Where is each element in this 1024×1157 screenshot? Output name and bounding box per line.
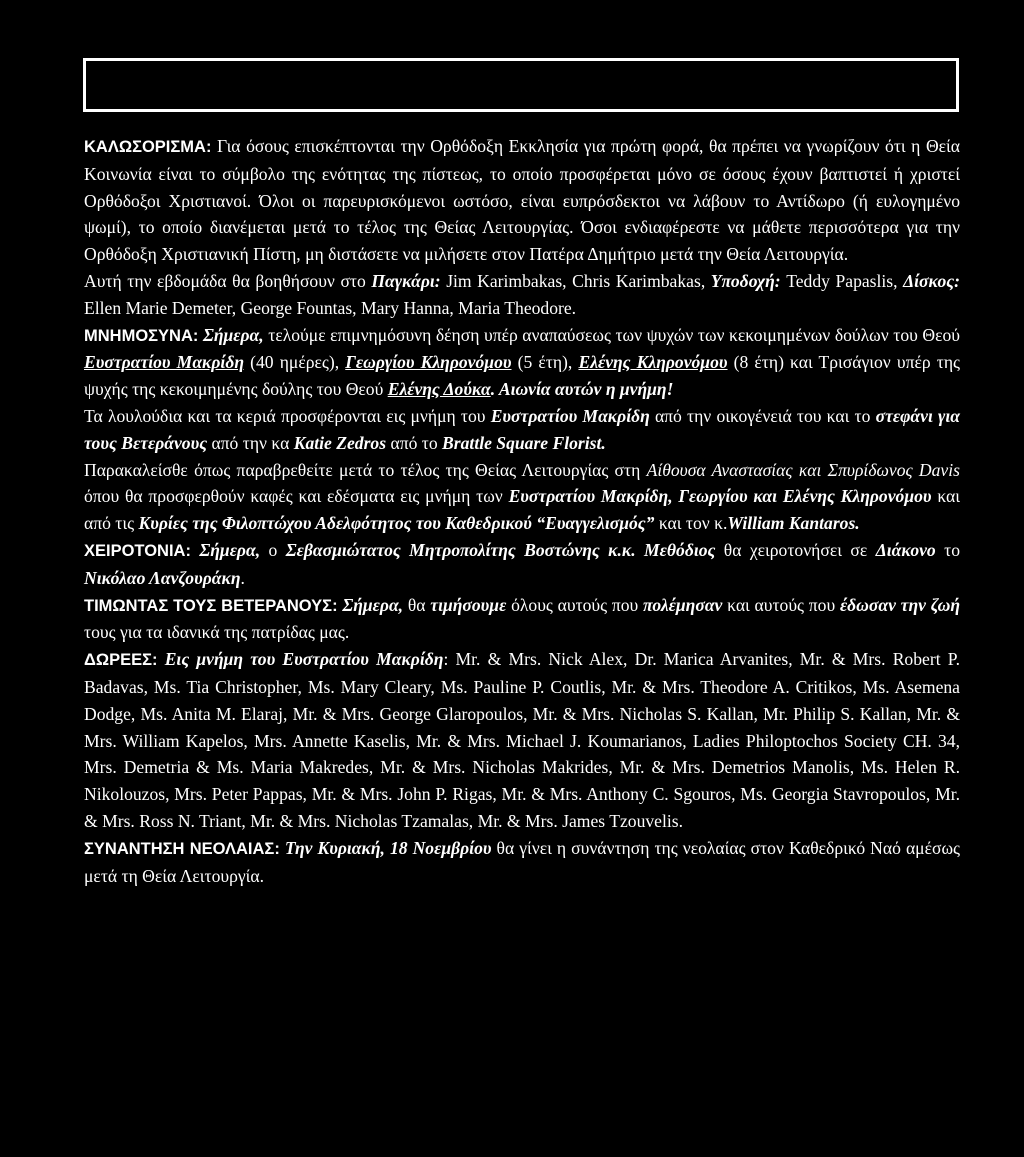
coffee-text-4: και τον κ. — [654, 513, 728, 534]
pangari-names: Jim Karimbakas, Chris Karimbakas, — [440, 270, 711, 291]
memorial-name-4: Ελένης Δούκα — [387, 379, 491, 400]
ordination-bold-3: Διάκονο — [875, 539, 936, 560]
veterans-bold-4: έδωσαν την ζωή — [839, 594, 960, 615]
coffee-bold-2: Κυρίες της Φιλοπτώχου Αδελφότητος του Καθεδρικού “Ευαγγελισμός” — [138, 513, 655, 534]
coffee-hall: Αίθουσα Αναστασίας και Σπυρίδωνος Davis — [646, 459, 960, 480]
flowers-text-4: από το — [386, 432, 443, 453]
helpers-intro: Αυτή την εβδομάδα θα βοηθήσουν στο — [84, 270, 372, 291]
memorials-heading: ΜΝΗΜΟΣΥΝΑ: — [84, 326, 199, 345]
ordination-text-3: το — [935, 539, 961, 560]
youth-bold-1: Την Κυριακή, 18 Νοεμβρίου — [279, 837, 492, 858]
flowers-bold-2: στεφάνι για τους Βετεράνους — [84, 405, 960, 453]
flowers-text-2: από την οικογένειά του και το — [649, 405, 876, 426]
memorials-text-3: (5 έτη), — [511, 352, 579, 373]
veterans-text-2: όλους αυτούς που — [506, 594, 644, 615]
ordination-text-2: θα χειροτονήσει σε — [715, 539, 876, 560]
veterans-text-4: τους για τα ιδανικά της πατρίδας μας. — [84, 622, 350, 643]
memorials-text-2: (40 ημέρες), — [244, 352, 346, 373]
veterans-text-3: και αυτούς που — [722, 594, 840, 615]
memorial-name-3: Ελένης Κληρονόμου — [578, 352, 728, 373]
ordination-text-1: ο — [260, 539, 286, 560]
ordination-heading: ΧΕΙΡΟΤΟΝΙΑ: — [84, 541, 191, 560]
coffee-text-1: Παρακαλείσθε όπως παραβρεθείτε μετά το τέλος της Θείας Λειτουργίας στη — [84, 459, 647, 480]
youth-text-1: θα γίνει η συνάντηση της νεολαίας στον Καθεδρικό Ναό αμέσως μετά τη Θεία Λειτουργία. — [84, 837, 961, 886]
youth-paragraph — [84, 835, 960, 890]
welcome-text: Για όσους επισκέπτονται την Ορθόδοξη Εκκλησία για πρώτη φορά, θα πρέπει να γνωρίζουν ότι η Θεία Κοινωνία είναι το σύμβολο της ενότητας της πίστεως, το οποίο προσφέρεται μόνο σε όσους έχουν βαπτιστεί ή χριστεί Ορθόδοξοι Χριστιανοί. Όλοι οι παρευρισκόμενοι ωστόσο, είναι ευπρόσδεκτοι να λάβουν το Αντίδωρο (ή ευλογημένο ψωμί), το οποίο διανέμεται μετά το τέλος της Θείας Λειτουργίας. Όσοι ενδιαφέρεστε να μάθετε περισσότερα για την Ορθόδοξη Χριστιανική Πίστη, μη διστάσετε να μιλήσετε στον Πατέρα Δημήτριο μετά την Θεία Λειτουργία. — [84, 136, 960, 265]
donations-paragraph — [84, 646, 960, 835]
pangari-label: Παγκάρι: — [371, 270, 441, 291]
ordination-text-4: . — [240, 567, 245, 588]
memorials-today: Σήμερα, — [198, 324, 264, 345]
veterans-text-1: θα — [403, 594, 431, 615]
veterans-heading: ΤΙΜΩΝΤΑΣ ΤΟΥΣ ΒΕΤΕΡΑΝΟΥΣ: — [84, 596, 338, 615]
coffee-text-3: και από τις — [84, 486, 960, 534]
donations-names: : Mr. & Mrs. Nick Alex, Dr. Marica Arvanites, Mr. & Mrs. Robert P. Badavas, Ms. Tia Christopher, Ms. Mary Cleary, Ms. Pauline P. Coutlis, Mr. & Mrs. Theodore A. Critikos, Ms. Asemena Dodge, Ms. Anita M. Elaraj, Mr. & Mrs. George Glaropoulos, Mr. & Mrs. Nicholas S. Kallan, Mr. Philip S. Kallan, Mr. & Mrs. William Kapelos, Mrs. Annette Kaselis, Mr. & Mrs. Michael J. Koumarianos, Ladies Philoptochos Society CH. 34, Mrs. Demetria & Ms. Maria Makredes, Mr. & Mrs. Nicholas Makrides, Mr. & Mrs. Demetrios Manolis, Ms. Helen R. Nikolouzos, Mrs. Peter Pappas, Mr. & Mrs. John P. Rigas, Mr. & Mrs. Anthony C. Sgouros, Ms. Georgia Stavropoulos, Mr. & Mrs. Ross N. Triant, Mr. & Mrs. Nicholas Tzamalas, Mr. & Mrs. James Tzouvelis. — [84, 649, 960, 831]
ordination-paragraph — [84, 537, 960, 592]
diskos-label: Δίσκος: — [903, 270, 960, 291]
flowers-paragraph — [84, 403, 960, 457]
ypodochi-names: Teddy Papaslis, — [780, 270, 904, 291]
coffee-bold-3: William Kantaros. — [727, 513, 860, 534]
flowers-bold-3: Katie Zedros — [293, 432, 387, 453]
youth-heading: ΣΥΝΑΝΤΗΣΗ ΝΕΟΛΑΙΑΣ: — [84, 839, 280, 858]
header-box — [83, 58, 959, 112]
welcome-paragraph — [84, 133, 960, 268]
memorials-closing: . Αιωνία αυτών η μνήμη! — [490, 379, 674, 400]
memorial-name-1: Ευστρατίου Μακρίδη — [84, 352, 244, 373]
donations-heading: ΔΩΡΕΕΣ: — [84, 651, 158, 670]
ordination-bold-2: Σεβασμιώτατος Μητροπολίτης Βοστώνης κ.κ. Μεθόδιος — [285, 539, 716, 560]
ypodochi-label: Υποδοχή: — [710, 270, 781, 291]
ordination-bold-4: Νικόλαο Λανζουράκη — [84, 567, 241, 588]
veterans-bold-2: τιμήσουμε — [430, 594, 507, 615]
flowers-bold-1: Ευστρατίου Μακρίδη — [490, 405, 650, 426]
memorial-name-2: Γεωργίου Κληρονόμου — [345, 352, 512, 373]
coffee-paragraph — [84, 457, 960, 537]
welcome-heading: ΚΑΛΩΣΟΡΙΣΜΑ: — [84, 138, 212, 156]
veterans-bold-1: Σήμερα, — [337, 594, 404, 615]
flowers-text-1: Τα λουλούδια και τα κεριά προσφέρονται εις μνήμη του — [84, 405, 491, 426]
donations-memory: Εις μνήμη του Ευστρατίου Μακρίδη — [157, 649, 444, 670]
memorials-paragraph — [84, 322, 960, 403]
ordination-bold-1: Σήμερα, — [190, 539, 261, 560]
helpers-paragraph — [84, 268, 960, 322]
flowers-bold-4: Brattle Square Florist. — [442, 432, 606, 453]
diskos-names: Ellen Marie Demeter, George Fountas, Mary Hanna, Maria Theodore. — [84, 297, 577, 318]
veterans-bold-3: πολέμησαν — [643, 594, 723, 615]
veterans-paragraph — [84, 592, 960, 647]
coffee-text-2: όπου θα προσφερθούν καφές και εδέσματα εις μνήμη των — [84, 486, 509, 507]
flowers-text-3: από την κα — [207, 432, 294, 453]
bulletin-body — [84, 133, 960, 889]
memorials-text-1: τελούμε επιμνημόσυνη δέηση υπέρ αναπαύσεως των ψυχών των κεκοιμημένων δούλων του Θεού — [263, 324, 960, 345]
coffee-bold-1: Ευστρατίου Μακρίδη, Γεωργίου και Ελένης Κληρονόμου — [508, 486, 932, 507]
memorials-text-4: (8 έτη) και Τρισάγιον υπέρ της ψυχής της κεκοιμημένης δούλης του Θεού — [84, 352, 960, 400]
